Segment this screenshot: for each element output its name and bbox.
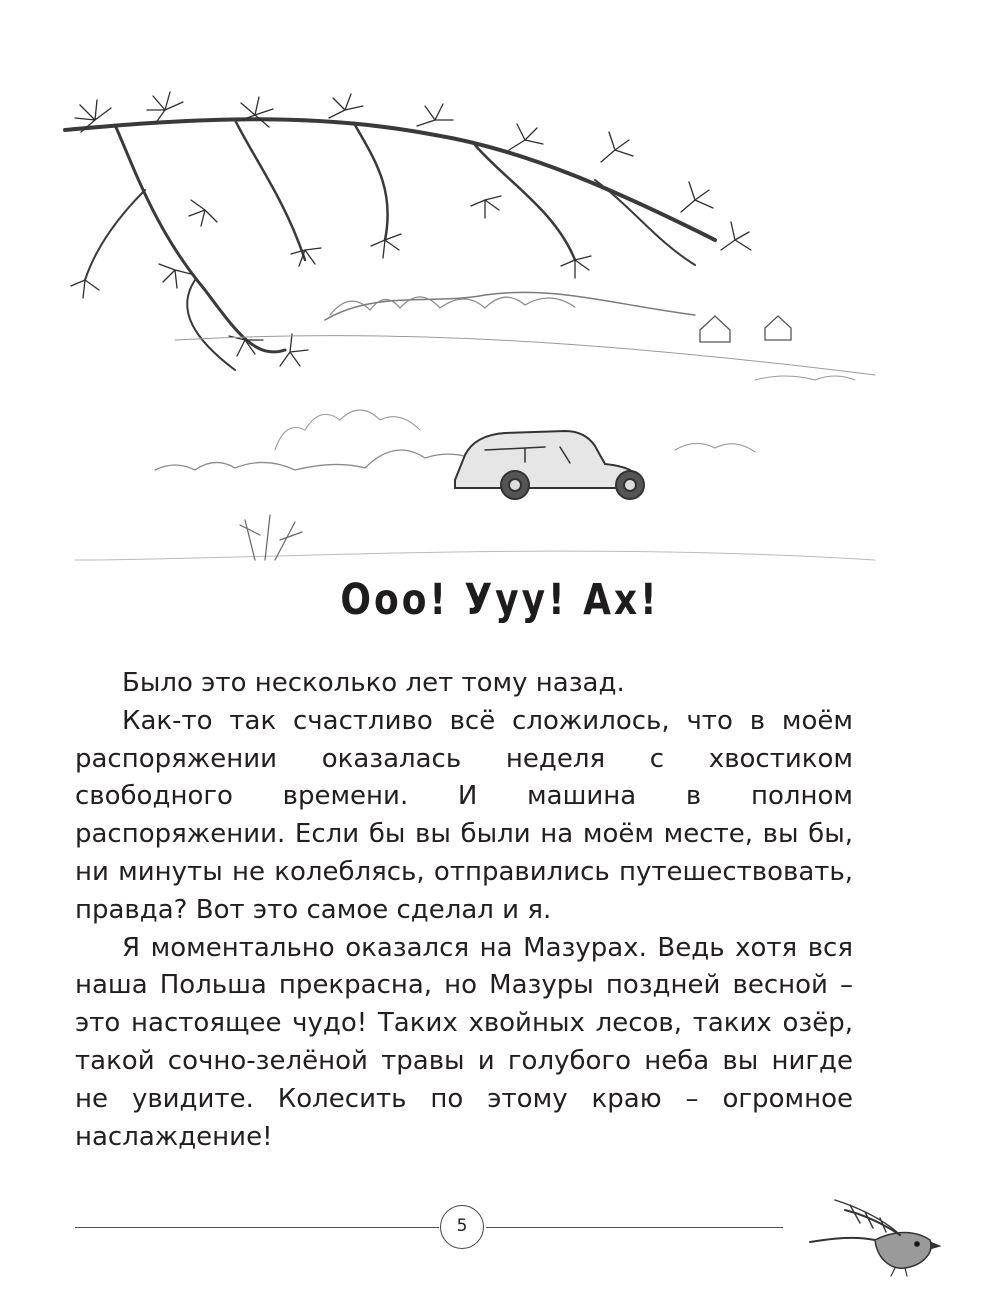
paragraph: Я моментально оказался на Мазурах. Ведь хотя вся наша Польша прекрасна, но Мазуры поздней весной – это настоящее чудо! Таких хвойных лесов, таких озёр, такой сочно-зелёной травы и голубого неба вы нигде не увидите. Колесить по этому краю – огромное наслаждение!: [75, 932, 853, 1152]
pine-branch: [65, 119, 715, 240]
paragraph: Было это несколько лет тому назад.: [122, 668, 625, 698]
footer-rule-right: [486, 1227, 783, 1228]
chapter-title: Ооо! Ууу! Ах!: [340, 576, 660, 625]
house-icon: [700, 316, 730, 342]
paragraph: Как-то так счастливо всё сложилось, что в моём распоряжении оказалась неделя с хвостиком свободного времени. И машина в полном распоряжении. Если бы вы были на моём месте, вы бы, ни минуты не колеблясь, отправились путешествовать, правда? Вот это самое сделал и я.: [75, 705, 853, 925]
body-text: [75, 665, 853, 1156]
car-icon: [455, 431, 644, 499]
page-number: 5: [440, 1205, 484, 1249]
sparrow-icon: [805, 1190, 945, 1280]
landscape-illustration: [55, 90, 895, 580]
footer-rule-left: [75, 1227, 439, 1228]
